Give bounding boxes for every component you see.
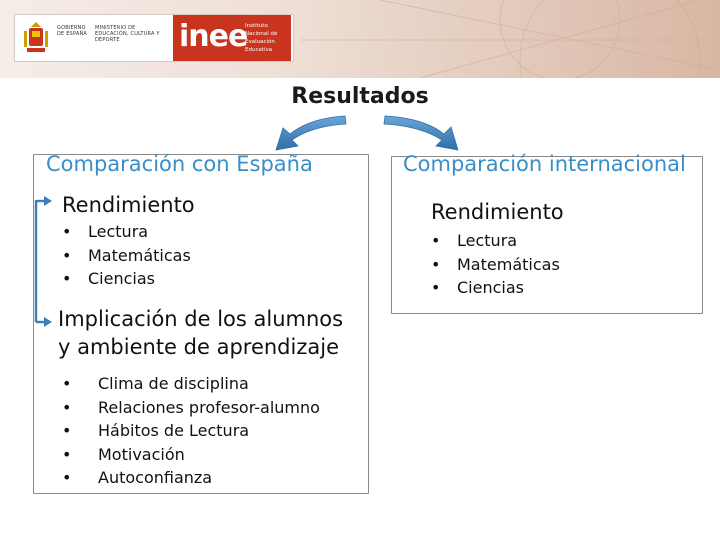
implicacion-list: [58, 372, 320, 490]
list-item: • Ciencias: [60, 267, 191, 291]
right-rendimiento-list: [429, 229, 560, 300]
right-rendimiento-label: Rendimiento: [431, 200, 564, 224]
page-title: Resultados: [291, 84, 429, 109]
institute-text: Instituto Nacional de Evaluación Educativa: [245, 23, 278, 53]
list-item: • Clima de disciplina: [58, 372, 320, 396]
bullet-icon: •: [431, 254, 441, 274]
list-item: • Matemáticas: [429, 253, 560, 277]
list-item: • Hábitos de Lectura: [58, 419, 320, 443]
bullet-icon: •: [62, 374, 72, 393]
gov-text: GOBIERNO DE ESPAÑA: [57, 25, 88, 37]
list-item: • Motivación: [58, 443, 320, 467]
list-item: • Lectura: [60, 220, 191, 244]
list-item: • Matemáticas: [60, 244, 191, 268]
inee-wordmark: inee: [179, 19, 248, 54]
list-item: • Lectura: [429, 229, 560, 253]
list-item: • Autoconfianza: [58, 466, 320, 490]
arrow-right: [384, 116, 458, 150]
bullet-icon: •: [62, 245, 72, 265]
arrow-left: [276, 116, 346, 150]
bullet-icon: •: [62, 269, 72, 288]
bullet-icon: •: [62, 444, 72, 464]
bullet-icon: •: [62, 222, 72, 241]
bullet-icon: •: [431, 278, 441, 297]
list-item: • Relaciones profesor-alumno: [58, 396, 320, 420]
ministry-text: MINISTERIO DE EDUCACIÓN, CULTURA Y DEPORTE: [95, 25, 160, 43]
bullet-icon: •: [62, 421, 72, 440]
bullet-icon: •: [62, 468, 72, 487]
implicacion-label: Implicación de los alumnos y ambiente de aprendizaje: [58, 307, 344, 359]
left-rendimiento-label: Rendimiento: [62, 193, 195, 217]
bullet-icon: •: [62, 397, 72, 417]
spain-comparison-heading: Comparación con España: [46, 152, 313, 176]
left-rendimiento-list: [60, 220, 191, 291]
bullet-icon: •: [431, 231, 441, 250]
list-item: • Ciencias: [429, 276, 560, 300]
international-comparison-heading: Comparación internacional: [403, 152, 686, 176]
